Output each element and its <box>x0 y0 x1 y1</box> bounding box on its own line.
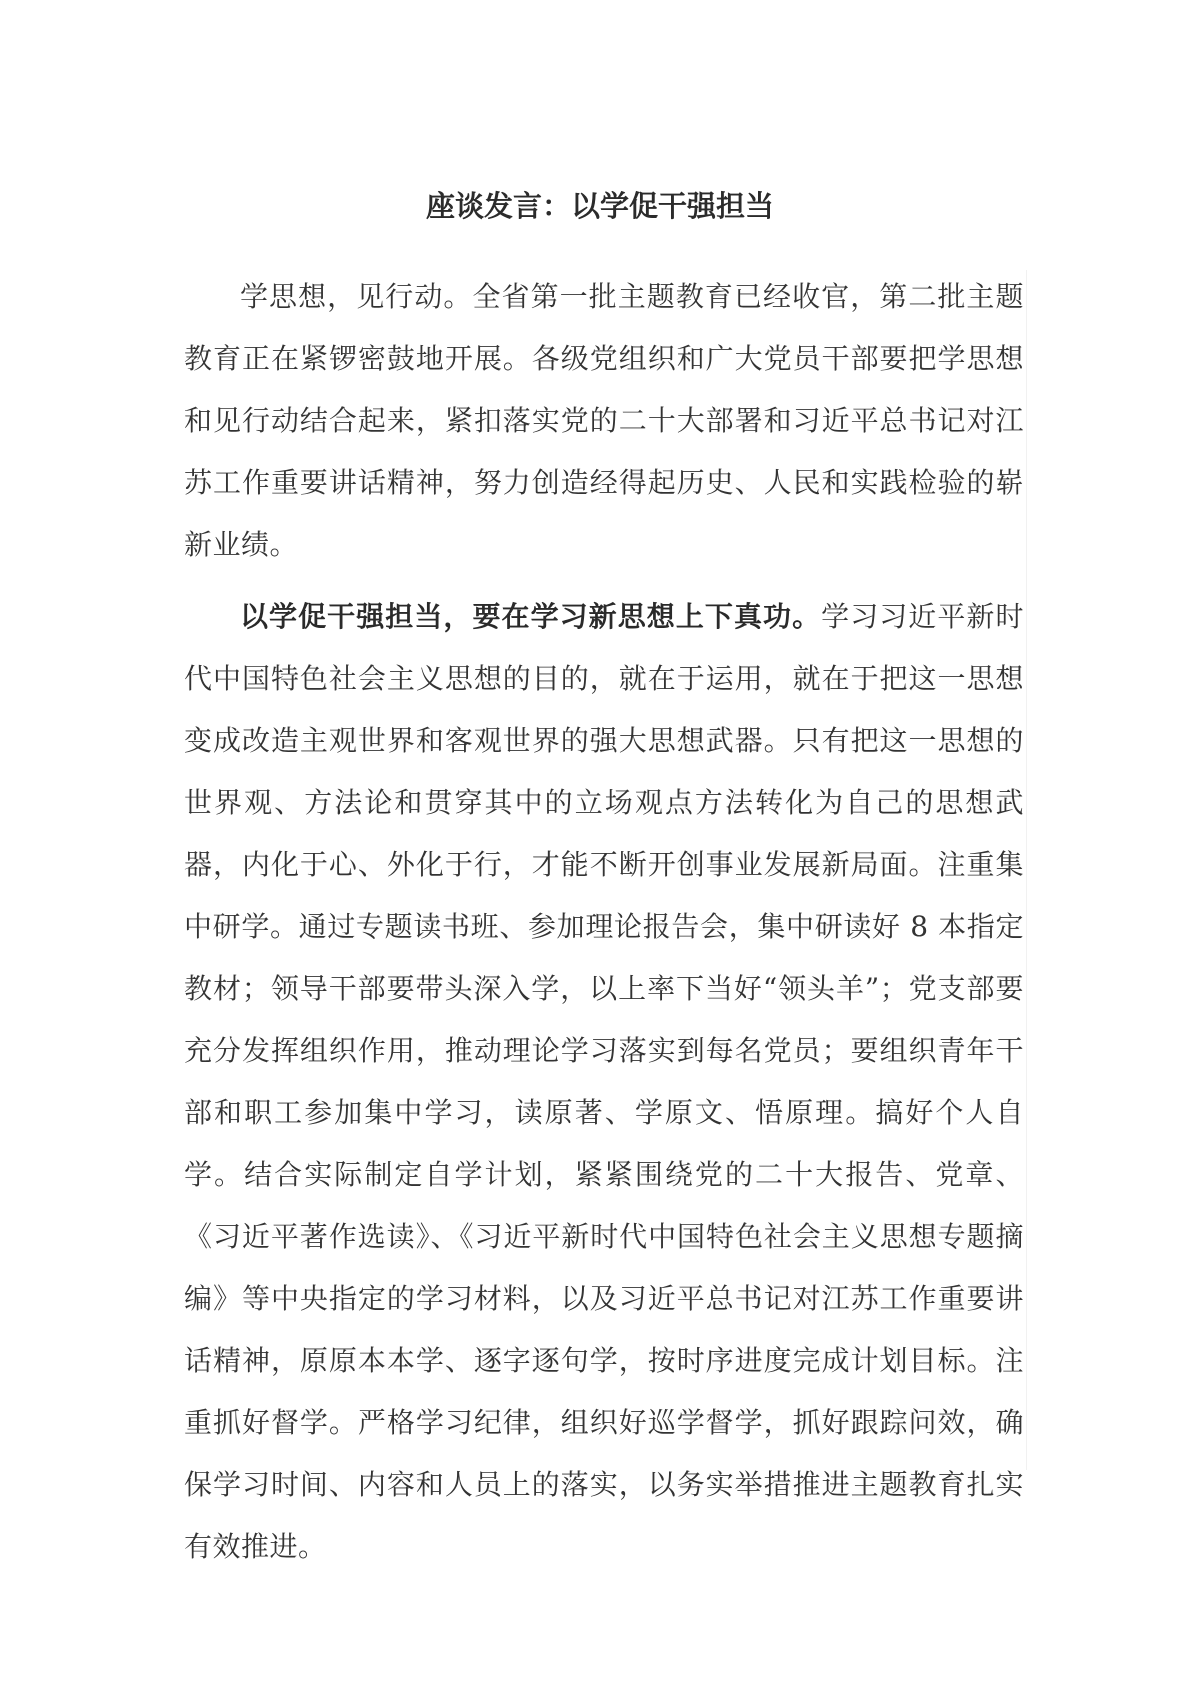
paragraph-lead: 以学促干强担当，要在学习新思想上下真功。 <box>240 600 822 633</box>
paragraph-1 <box>184 266 1024 576</box>
paragraph-2 <box>184 586 1024 1578</box>
paragraph-text: 学思想，见行动。全省第一批主题教育已经收官，第二批主题教育正在紧锣密鼓地开展。各级党组织和广大党员干部要把学思想和见行动结合起来，紧扣落实党的二十大部署和习近平总书记对江苏工作重要讲话精神，努力创造经得起历史、人民和实践检验的崭新业绩。 <box>184 280 1024 561</box>
margin-rule <box>1026 270 1027 1470</box>
page-title: 座谈发言：以学促干强担当 <box>425 189 774 223</box>
paragraph-text: 学习习近平新时代中国特色社会主义思想的目的，就在于运用，就在于把这一思想变成改造主观世界和客观世界的强大思想武器。只有把这一思想的世界观、方法论和贯穿其中的立场观点方法转化为自己的思想武器，内化于心、外化于行，才能不断开创事业发展新局面。注重集中研学。通过专题读书班、参加理论报告会，集中研读好 8 本指定教材；领导干部要带头深入学，以上率下当好“领头羊”；党支部要充分发挥组织作用，推动理论学习落实到每名党员；要组织青年干部和职工参加集中学习，读原著、学原文、悟原理。搞好个人自学。结合实际制定自学计划，紧紧围绕党的二十大报告、党章、《习近平著作选读》、《习近平新时代中国特色社会主义思想专题摘编》等中央指定的学习材料，以及习近平总书记对江苏工作重要讲话精神，原原本本学、逐字逐句学，按时序进度完成计划目标。注重抓好督学。严格学习纪律，组织好巡学督学，抓好跟踪问效，确保学习时间、内容和人员上的落实，以务实举措推进主题教育扎实有效推进。 <box>184 600 1024 1563</box>
document-body <box>184 266 1024 1578</box>
